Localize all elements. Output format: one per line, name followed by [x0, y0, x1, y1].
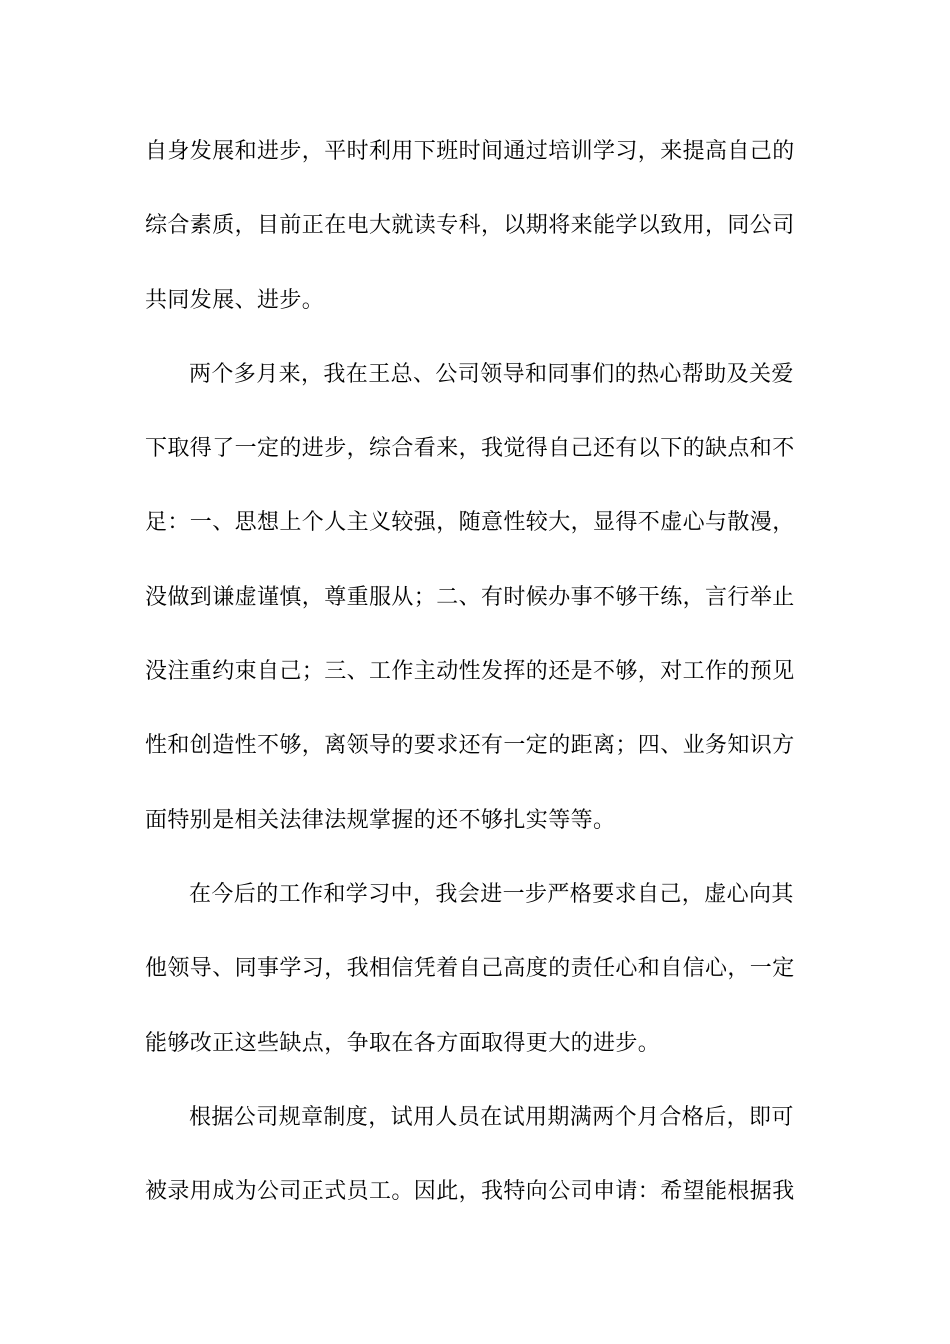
paragraph-first-line: 根据公司规章制度，试用人员在试用期满两个月合格后，即可	[189, 1104, 794, 1130]
text-line: 自身发展和进步，平时利用下班时间通过培训学习，来提高自己的	[145, 139, 795, 164]
document-body	[145, 131, 805, 1245]
text-line: 能够改正这些缺点，争取在各方面取得更大的进步。	[145, 1030, 661, 1056]
text-line: 足：一、思想上个人主义较强，随意性较大，显得不虚心与散漫，	[145, 510, 795, 536]
text-line: 没注重约束自己；三、工作主动性发挥的还是不够，对工作的预见	[145, 659, 795, 685]
paragraph-first-line: 两个多月来，我在王总、公司领导和同事们的热心帮助及关爱	[189, 361, 794, 387]
text-line: 被录用成为公司正式员工。因此，我特向公司申请：希望能根据我	[145, 1179, 795, 1205]
text-line: 共同发展、进步。	[145, 287, 325, 313]
text-line: 没做到谦虚谨慎，尊重服从；二、有时候办事不够干练，言行举止	[145, 584, 795, 610]
text-line: 性和创造性不够，离领导的要求还有一定的距离；四、业务知识方	[145, 733, 795, 759]
text-line: 综合素质，目前正在电大就读专科，以期将来能学以致用，同公司	[145, 213, 795, 239]
paragraph-first-line: 在今后的工作和学习中，我会进一步严格要求自己，虚心向其	[189, 881, 794, 907]
text-line: 他领导、同事学习，我相信凭着自己高度的责任心和自信心，一定	[145, 956, 795, 982]
text-line: 面特别是相关法律法规掌握的还不够扎实等等。	[145, 807, 616, 833]
text-line: 下取得了一定的进步，综合看来，我觉得自己还有以下的缺点和不	[145, 436, 795, 462]
